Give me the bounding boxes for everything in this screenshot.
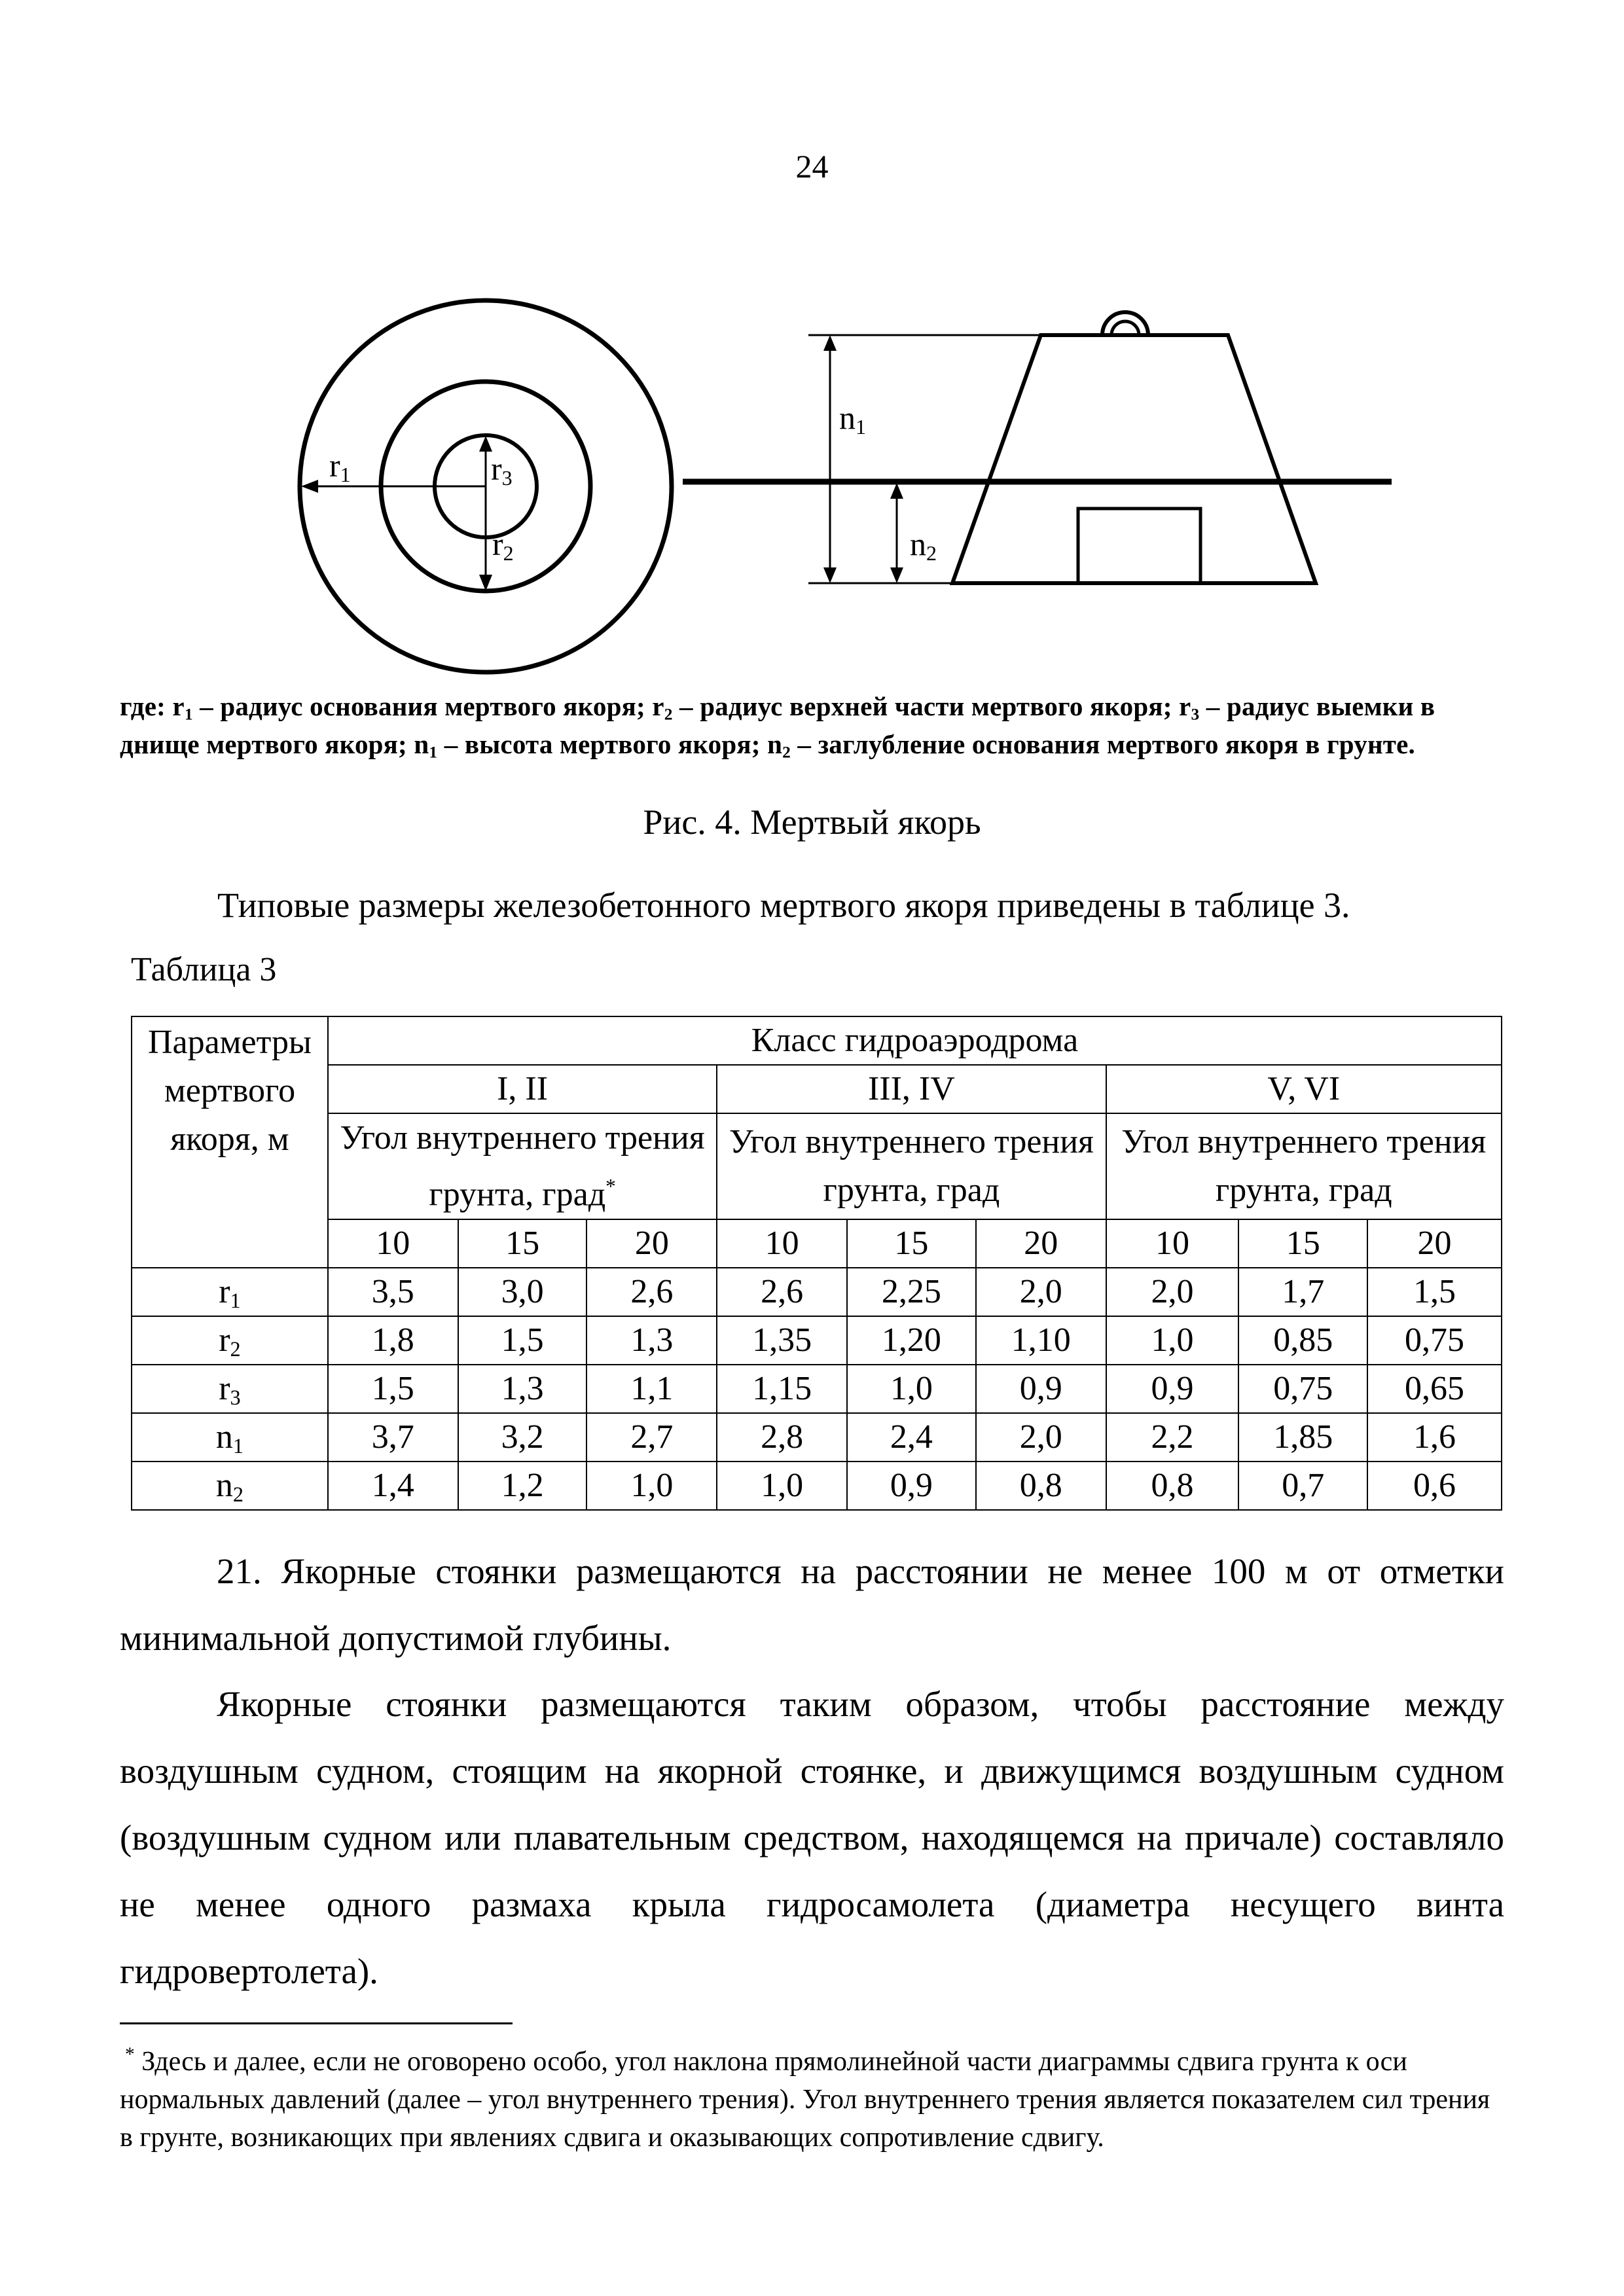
- angle-cell: 20: [1367, 1219, 1502, 1268]
- table-cell: 2,6: [717, 1268, 847, 1316]
- table-cell: 2,0: [976, 1413, 1106, 1462]
- table-cell: 0,9: [1106, 1365, 1239, 1413]
- angle-cell: 15: [1238, 1219, 1367, 1268]
- table-cell: 0,9: [976, 1365, 1106, 1413]
- table-cell: 3,5: [328, 1268, 458, 1316]
- table-label: Таблица 3: [131, 951, 277, 988]
- angle-cell: 10: [328, 1219, 458, 1268]
- group-header: V, VI: [1106, 1065, 1502, 1113]
- table-cell: 1,6: [1367, 1413, 1502, 1462]
- angle-cell: 10: [717, 1219, 847, 1268]
- angle-row: [132, 1219, 1502, 1268]
- table-cell: 1,85: [1238, 1413, 1367, 1462]
- table-cell: 1,15: [717, 1365, 847, 1413]
- param-header: Параметры мертвого якоря, м: [132, 1016, 328, 1268]
- figure-legend: где: $r_1$ – радиус основания мертвого якоря; $r_2$ – радиус верхней части мертвого якоря; $r_3$ – радиус выемки в днище мертвого якоря; $n_1$ – высота мертвого якоря; $n_2$ – заглубление основания мертвого якоря в грунте.: [120, 691, 1435, 762]
- row-parameter: $r_3$: [132, 1365, 328, 1413]
- table-cell: 2,6: [586, 1268, 717, 1316]
- table-cell: 1,4: [328, 1462, 458, 1510]
- table-cell: 1,5: [328, 1365, 458, 1413]
- angle-header: Угол внутреннего трения грунта, град: [1106, 1113, 1502, 1219]
- lifting-ring: [1102, 312, 1148, 335]
- paragraph-21: 21. Якорные стоянки размещаются на расстоянии не менее 100 м от отметки минимальной допустимой глубины.: [120, 1551, 1504, 1658]
- table-cell: 1,20: [847, 1316, 976, 1365]
- table-row: [132, 1316, 1502, 1365]
- group-header: III, IV: [717, 1065, 1106, 1113]
- table-cell: 2,0: [1106, 1268, 1239, 1316]
- footnote-rule: [120, 2022, 513, 2024]
- table-cell: 0,7: [1238, 1462, 1367, 1510]
- anchor-body: [952, 335, 1316, 583]
- anchor-dimensions-table: [131, 1016, 1502, 1511]
- footnote: * Здесь и далее, если не оговорено особо, угол наклона прямолинейной части диаграммы сдвига грунта к оси нормальных давлений (далее – угол внутреннего трения). Угол внутреннего трения является показателем сил трения в грунте, возникающих при явлениях сдвига и оказывающих сопротивление сдвигу.: [120, 2044, 1490, 2153]
- paragraph-anchorage-distance: Якорные стоянки размещаются таким образом, чтобы расстояние между воздушным судном, стоящим на якорной стоянке, и движущимся воздушным судном (воздушным судном или плавательным средством, находящемся на причале) составляло не менее одного размаха крыла гидросамолета (диаметра несущего винта гидровертолета).: [120, 1684, 1504, 1991]
- row-parameter: $r_2$: [132, 1316, 328, 1365]
- angle-header: Угол внутреннего трения грунта, град*: [328, 1113, 717, 1219]
- table-row: [132, 1413, 1502, 1462]
- label-r3: r3: [491, 450, 513, 490]
- table-cell: 3,2: [458, 1413, 587, 1462]
- table-cell: 0,8: [976, 1462, 1106, 1510]
- table-cell: 2,2: [1106, 1413, 1239, 1462]
- table-cell: 0,75: [1367, 1316, 1502, 1365]
- table-cell: 0,9: [847, 1462, 976, 1510]
- table-row: [132, 1365, 1502, 1413]
- page-number: 24: [795, 148, 829, 185]
- table-cell: 2,7: [586, 1413, 717, 1462]
- table-cell: 2,8: [717, 1413, 847, 1462]
- angle-cell: 20: [976, 1219, 1106, 1268]
- row-parameter: $n_2$: [132, 1462, 328, 1510]
- intro-text: Типовые размеры железобетонного мертвого якоря приведены в таблице 3.: [217, 886, 1350, 925]
- table-cell: 2,4: [847, 1413, 976, 1462]
- table-cell: 1,0: [1106, 1316, 1239, 1365]
- label-r2: r2: [492, 526, 514, 565]
- table-row: [132, 1462, 1502, 1510]
- table-cell: 3,7: [328, 1413, 458, 1462]
- angle-cell: 20: [586, 1219, 717, 1268]
- table-cell: 1,35: [717, 1316, 847, 1365]
- table-cell: 0,85: [1238, 1316, 1367, 1365]
- table-cell: 1,8: [328, 1316, 458, 1365]
- table-cell: 1,10: [976, 1316, 1106, 1365]
- table-cell: 3,0: [458, 1268, 587, 1316]
- table-cell: 1,3: [586, 1316, 717, 1365]
- table-cell: 1,3: [458, 1365, 587, 1413]
- angle-header: Угол внутреннего трения грунта, град: [717, 1113, 1106, 1219]
- table-cell: 0,8: [1106, 1462, 1239, 1510]
- table-cell: 1,0: [847, 1365, 976, 1413]
- table-row: [132, 1268, 1502, 1316]
- table-cell: 2,25: [847, 1268, 976, 1316]
- table-cell: 1,1: [586, 1365, 717, 1413]
- angle-cell: 15: [847, 1219, 976, 1268]
- table-cell: 1,0: [586, 1462, 717, 1510]
- figure-caption: Рис. 4. Мертвый якорь: [643, 802, 981, 842]
- label-r1: r1: [329, 447, 351, 486]
- table-cell: 1,2: [458, 1462, 587, 1510]
- table-cell: 0,75: [1238, 1365, 1367, 1413]
- table-cell: 0,6: [1367, 1462, 1502, 1510]
- table-cell: 1,5: [458, 1316, 587, 1365]
- table-cell: 1,7: [1238, 1268, 1367, 1316]
- row-parameter: $r_1$: [132, 1268, 328, 1316]
- table-cell: 1,0: [717, 1462, 847, 1510]
- label-n1: n1: [839, 399, 866, 439]
- table-cell: 1,5: [1367, 1268, 1502, 1316]
- bottom-recess: [1078, 509, 1200, 583]
- angle-cell: 10: [1106, 1219, 1239, 1268]
- group-header: I, II: [328, 1065, 717, 1113]
- angle-cell: 15: [458, 1219, 587, 1268]
- label-n2: n2: [910, 526, 937, 565]
- dead-anchor-figure: [275, 298, 1401, 697]
- table-cell: 2,0: [976, 1268, 1106, 1316]
- row-parameter: $n_1$: [132, 1413, 328, 1462]
- class-header: Класс гидроаэродрома: [328, 1016, 1502, 1065]
- table-cell: 0,65: [1367, 1365, 1502, 1413]
